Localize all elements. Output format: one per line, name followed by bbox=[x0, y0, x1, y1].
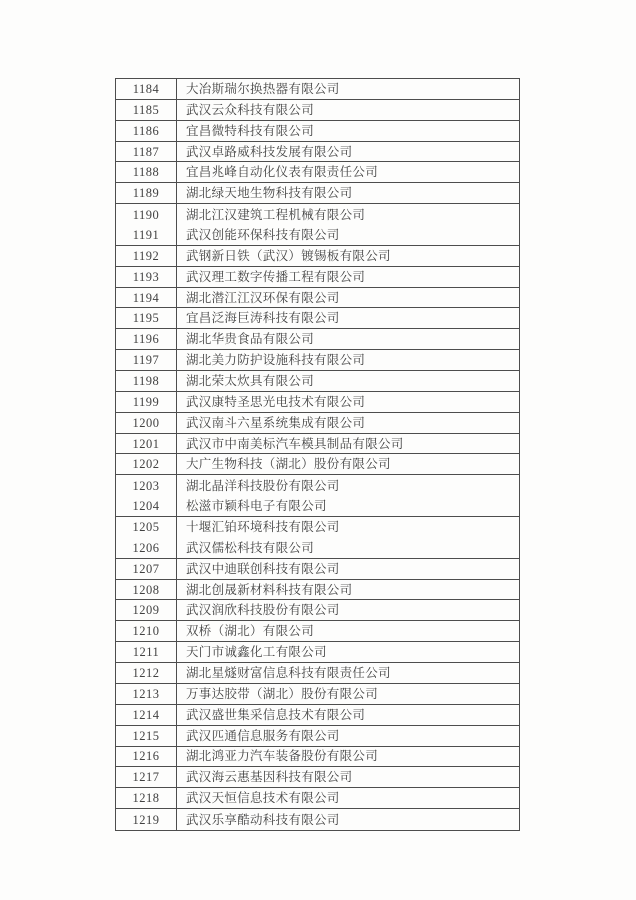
row-number: 1198 bbox=[116, 371, 177, 391]
table-row bbox=[116, 684, 519, 705]
table-row bbox=[116, 267, 519, 288]
table-row bbox=[116, 454, 519, 475]
row-number: 1185 bbox=[116, 100, 177, 120]
table-row bbox=[116, 726, 519, 747]
table-row bbox=[116, 434, 519, 455]
company-name: 武钢新日铁（武汉）镀锡板有限公司 bbox=[186, 248, 391, 263]
row-number: 1204 bbox=[116, 496, 177, 516]
table-row bbox=[116, 580, 519, 601]
row-number: 1211 bbox=[116, 642, 177, 662]
company-name: 湖北华贵食品有限公司 bbox=[186, 332, 315, 347]
company-name: 湖北江汉建筑工程机械有限公司 bbox=[186, 207, 366, 222]
row-number: 1191 bbox=[116, 225, 177, 245]
table-row bbox=[116, 788, 519, 809]
row-number: 1208 bbox=[116, 580, 177, 600]
table-row bbox=[116, 121, 519, 142]
company-name: 武汉云众科技有限公司 bbox=[186, 102, 315, 117]
row-number: 1199 bbox=[116, 392, 177, 412]
row-number: 1192 bbox=[116, 246, 177, 266]
row-number: 1190 bbox=[116, 204, 177, 225]
row-number: 1212 bbox=[116, 663, 177, 683]
row-number: 1195 bbox=[116, 308, 177, 328]
row-number: 1217 bbox=[116, 767, 177, 787]
table-row bbox=[116, 142, 519, 163]
table-row bbox=[116, 559, 519, 580]
row-number: 1219 bbox=[116, 809, 177, 830]
table-row bbox=[116, 538, 519, 559]
company-name: 湖北潜江江汉环保有限公司 bbox=[186, 290, 340, 305]
company-name: 双桥（湖北）有限公司 bbox=[186, 624, 315, 639]
company-name: 湖北绿天地生物科技有限公司 bbox=[186, 186, 353, 201]
company-name: 武汉乐享酷动科技有限公司 bbox=[186, 812, 340, 827]
table-row bbox=[116, 663, 519, 684]
company-name: 大广生物科技（湖北）股份有限公司 bbox=[186, 457, 391, 472]
table-row bbox=[116, 475, 519, 496]
row-number: 1188 bbox=[116, 162, 177, 182]
company-name: 武汉康特圣思光电技术有限公司 bbox=[186, 394, 366, 409]
row-number: 1196 bbox=[116, 329, 177, 349]
table-row bbox=[116, 600, 519, 621]
table-row bbox=[116, 204, 519, 225]
company-name: 天门市诚鑫化工有限公司 bbox=[186, 645, 327, 660]
table-row bbox=[116, 767, 519, 788]
company-name: 湖北星燧财富信息科技有限责任公司 bbox=[186, 666, 391, 680]
company-table bbox=[115, 78, 520, 831]
company-name: 宜昌泛海巨涛科技有限公司 bbox=[186, 311, 340, 326]
row-number: 1218 bbox=[116, 788, 177, 808]
company-name: 武汉市中南美标汽车模具制品有限公司 bbox=[186, 436, 404, 451]
company-name: 武汉匹通信息服务有限公司 bbox=[186, 728, 340, 743]
table-row bbox=[116, 183, 519, 204]
row-number: 1216 bbox=[116, 747, 177, 767]
company-name: 武汉中迪联创科技有限公司 bbox=[186, 561, 340, 576]
company-name: 宜昌兆峰自动化仪表有限责任公司 bbox=[186, 165, 379, 180]
table-row bbox=[116, 371, 519, 392]
company-name: 湖北创晟新材料科技有限公司 bbox=[186, 582, 353, 597]
company-name: 宜昌微特科技有限公司 bbox=[186, 123, 315, 138]
table-row bbox=[116, 809, 519, 830]
company-name: 武汉理工数字传播工程有限公司 bbox=[186, 269, 366, 284]
table-row bbox=[116, 329, 519, 350]
row-number: 1215 bbox=[116, 726, 177, 746]
row-number: 1205 bbox=[116, 517, 177, 538]
table-row bbox=[116, 392, 519, 413]
table-row bbox=[116, 747, 519, 768]
row-number: 1213 bbox=[116, 684, 177, 704]
row-number: 1197 bbox=[116, 350, 177, 370]
company-name: 武汉卓路威科技发展有限公司 bbox=[186, 144, 353, 159]
company-name: 湖北晶洋科技股份有限公司 bbox=[186, 478, 340, 493]
company-name: 万事达胶带（湖北）股份有限公司 bbox=[186, 686, 379, 701]
company-name: 松滋市颖科电子有限公司 bbox=[186, 499, 327, 514]
table-row bbox=[116, 288, 519, 309]
table-row bbox=[116, 308, 519, 329]
company-name: 湖北鸿亚力汽车装备股份有限公司 bbox=[186, 749, 379, 764]
row-number: 1203 bbox=[116, 475, 177, 496]
table-row bbox=[116, 246, 519, 267]
company-name: 武汉天恒信息技术有限公司 bbox=[186, 791, 340, 806]
company-name: 武汉润欣科技股份有限公司 bbox=[186, 603, 340, 618]
row-number: 1214 bbox=[116, 705, 177, 725]
row-number: 1201 bbox=[116, 434, 177, 454]
company-name: 湖北荣太炊具有限公司 bbox=[186, 373, 315, 388]
row-number: 1189 bbox=[116, 183, 177, 203]
row-number: 1186 bbox=[116, 121, 177, 141]
row-number: 1207 bbox=[116, 559, 177, 579]
row-number: 1193 bbox=[116, 267, 177, 287]
table-row bbox=[116, 350, 519, 371]
table-row bbox=[116, 705, 519, 726]
company-name: 武汉南斗六星系统集成有限公司 bbox=[186, 415, 366, 430]
row-number: 1187 bbox=[116, 142, 177, 162]
table-row bbox=[116, 225, 519, 246]
row-number: 1210 bbox=[116, 621, 177, 641]
row-number: 1206 bbox=[116, 538, 177, 558]
table-row bbox=[116, 79, 519, 100]
row-number: 1184 bbox=[116, 79, 177, 99]
company-name: 武汉儒松科技有限公司 bbox=[186, 540, 315, 555]
company-name: 武汉创能环保科技有限公司 bbox=[186, 227, 340, 242]
table-row bbox=[116, 162, 519, 183]
table-row bbox=[116, 642, 519, 663]
table-row bbox=[116, 413, 519, 434]
row-number: 1200 bbox=[116, 413, 177, 433]
company-name: 武汉海云惠基因科技有限公司 bbox=[186, 770, 353, 785]
table-row bbox=[116, 621, 519, 642]
table-row bbox=[116, 496, 519, 517]
row-number: 1209 bbox=[116, 600, 177, 620]
company-name: 武汉盛世集采信息技术有限公司 bbox=[186, 707, 366, 722]
company-name: 大冶斯瑞尔换热器有限公司 bbox=[186, 81, 340, 96]
row-number: 1194 bbox=[116, 288, 177, 308]
row-number: 1202 bbox=[116, 454, 177, 474]
company-name: 湖北美力防护设施科技有限公司 bbox=[186, 353, 366, 368]
table-row bbox=[116, 100, 519, 121]
company-name: 十堰汇铂环境科技有限公司 bbox=[186, 520, 340, 535]
table-row bbox=[116, 517, 519, 538]
